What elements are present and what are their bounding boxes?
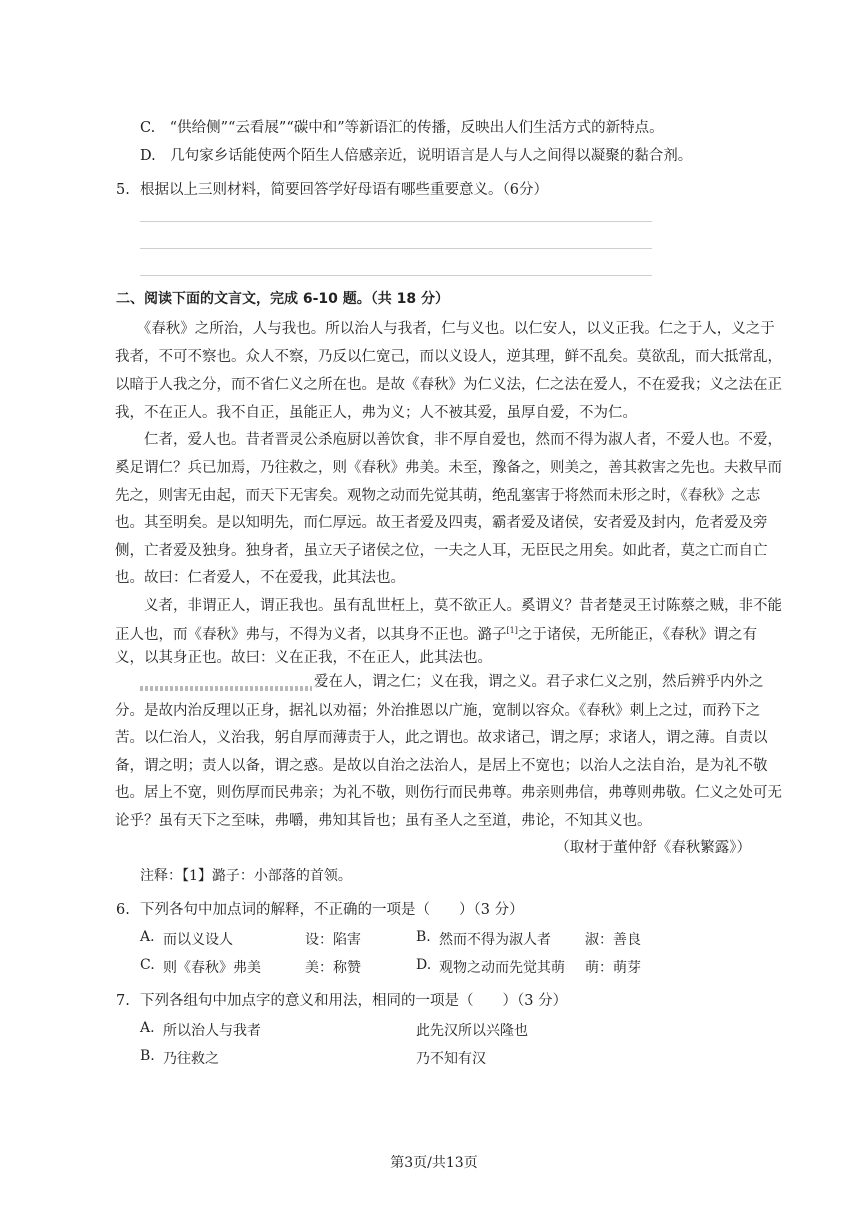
page-number: 第3页/共13页: [390, 1155, 478, 1171]
q5-number: 5.: [116, 182, 130, 198]
passage-line: 也。故曰：仁者爱人，不在爱我，此其法也。: [115, 570, 405, 586]
passage-segment: 正人也，而《春秋》弗与，不得为义者，以其身不正也。潞子: [115, 626, 507, 643]
blank-wavy-underline: [140, 686, 312, 691]
passage-line: 也。居上不宽，则伤厚而民弗亲；为礼不敬，则伤行而民弗尊。弗亲则弗信，弗尊则弗敬。仁义之处可无: [115, 785, 782, 801]
q6-option-a-gloss: 设：陷害: [305, 932, 361, 948]
q7-text: 下列各组句中加点字的意义和用法，相同的一项是（ ）（3 分）: [140, 993, 568, 1009]
passage-line: 分。是故内治反理以正身，据礼以劝福；外治推恩以广施，宽制以容众。《春秋》刺上之过，而矜下之: [115, 703, 761, 719]
passage-line: 苦。以仁治人，义治我，躬自厚而薄责于人，此之谓也。故求诸己，谓之厚；求诸人，谓之薄。自责以: [115, 730, 768, 746]
q4-option-c: C. “供给侧”“云看展”“碳中和”等新语汇的传播，反映出人们生活方式的新特点。: [140, 120, 664, 136]
q7-option-a-label: A.: [140, 1020, 155, 1036]
q7-option-a-left: 所以治人与我者: [163, 1023, 261, 1039]
passage-line: 义者，非谓正人，谓正我也。虽有乱世枉上，莫不欲正人。奚谓义？昔者楚灵王讨陈蔡之贼，非不能: [115, 598, 782, 614]
passage-note: 注释：【1】潞子：小部落的首领。: [140, 868, 352, 884]
q6-text: 下列各句中加点词的解释，不正确的一项是（ ）（3 分）: [140, 902, 524, 918]
answer-line: [140, 221, 652, 222]
q6-option-d-label: D.: [416, 957, 432, 973]
q6-option-a-label: A.: [140, 929, 155, 945]
passage-line: 侧，亡者爱及独身。独身者，虽立天子诸侯之位，一夫之人耳，无臣民之用矣。如此者，莫之亡而自亡: [115, 543, 768, 559]
passage-line: 我者，不可不察也。众人不察，乃反以仁宽己，而以义设人，逆其理，鲜不乱矣。莫欲乱，而大抵常乱，: [115, 349, 782, 365]
passage-segment: 之于诸侯，无所能正，《春秋》谓之有: [517, 626, 758, 643]
q6-option-c-label: C.: [140, 957, 155, 973]
q6-option-b-label: B.: [416, 929, 431, 945]
q6-option-b-gloss: 淑：善良: [585, 932, 641, 948]
passage-line: 先之，则害无由起，而天下无害矣。观物之动而先觉其萌，绝乱塞害于将然而未形之时，《春秋》之志: [115, 488, 761, 504]
passage-line: 奚足谓仁？兵已加焉，乃往救之，则《春秋》弗美。未至，豫备之，则美之，善其救害之先也。夫救早而: [115, 460, 782, 476]
q4-option-d: D. 几句家乡话能使两个陌生人倍感亲近，说明语言是人与人之间得以凝聚的黏合剂。: [140, 148, 693, 164]
q6-number: 6.: [116, 902, 130, 918]
passage-line: 以暗于人我之分，而不省仁义之所在也。是故《春秋》为仁义法，仁之法在爱人，不在爱我；义之法在正: [115, 377, 782, 393]
passage-line: 《春秋》之所治，人与我也。所以治人与我者，仁与义也。以仁安人，以义正我。仁之于人，义之于: [115, 321, 775, 337]
passage-line: 仁者，爱人也。昔者晋灵公杀庖厨以善饮食，非不厚自爱也，然而不得为淑人者，不爱人也。不爱，: [115, 432, 782, 448]
passage-line: 爱在人，谓之仁；义在我，谓之义。君子求仁义之别，然后辨乎内外之: [314, 674, 764, 690]
answer-line: [140, 275, 652, 276]
q6-option-c-phrase: 则《春秋》弗美: [163, 960, 261, 976]
section-heading: 二、阅读下面的文言文，完成 6-10 题。（共 18 分）: [116, 291, 450, 307]
q7-option-a-right: 此先汉所以兴隆也: [416, 1023, 528, 1039]
q5-text: 根据以上三则材料，简要回答学好母语有哪些重要意义。（6分）: [140, 182, 548, 198]
q6-option-d-phrase: 观物之动而先觉其萌: [439, 960, 565, 976]
q6-option-d-gloss: 萌：萌芽: [585, 960, 641, 976]
passage-line: 也。其至明矣。是以知明先，而仁厚远。故王者爱及四夷，霸者爱及诸侯，安者爱及封内，危者爱及旁: [115, 515, 768, 531]
footnote-marker: [1]: [506, 626, 518, 635]
q7-option-b-left: 乃往救之: [163, 1051, 219, 1067]
q6-option-c-gloss: 美：称赞: [305, 960, 361, 976]
passage-line: 我，不在正人。我不自正，虽能正人，弗为义；人不被其爱，虽厚自爱，不为仁。: [115, 405, 637, 421]
q7-option-b-label: B.: [140, 1048, 155, 1064]
passage-line: 论乎？虽有天下之至味，弗嚼，弗知其旨也；虽有圣人之至道，弗论，不知其义也。: [115, 813, 652, 829]
q7-number: 7.: [116, 993, 130, 1009]
q7-option-b-right: 乃不知有汉: [416, 1051, 486, 1067]
answer-line: [140, 248, 652, 249]
q6-option-a-phrase: 而以义设人: [163, 932, 233, 948]
q6-option-b-phrase: 然而不得为淑人者: [439, 932, 551, 948]
passage-source: （取材于董仲舒《春秋繁露》）: [555, 840, 751, 856]
passage-line: 义，以其身正也。故曰：义在正我，不在正人，此其法也。: [115, 650, 492, 666]
passage-line: 备，谓之明；责人以备，谓之惑。是故以自治之法治人，是居上不宽也；以治人之法自治，是为礼不敬: [115, 758, 768, 774]
